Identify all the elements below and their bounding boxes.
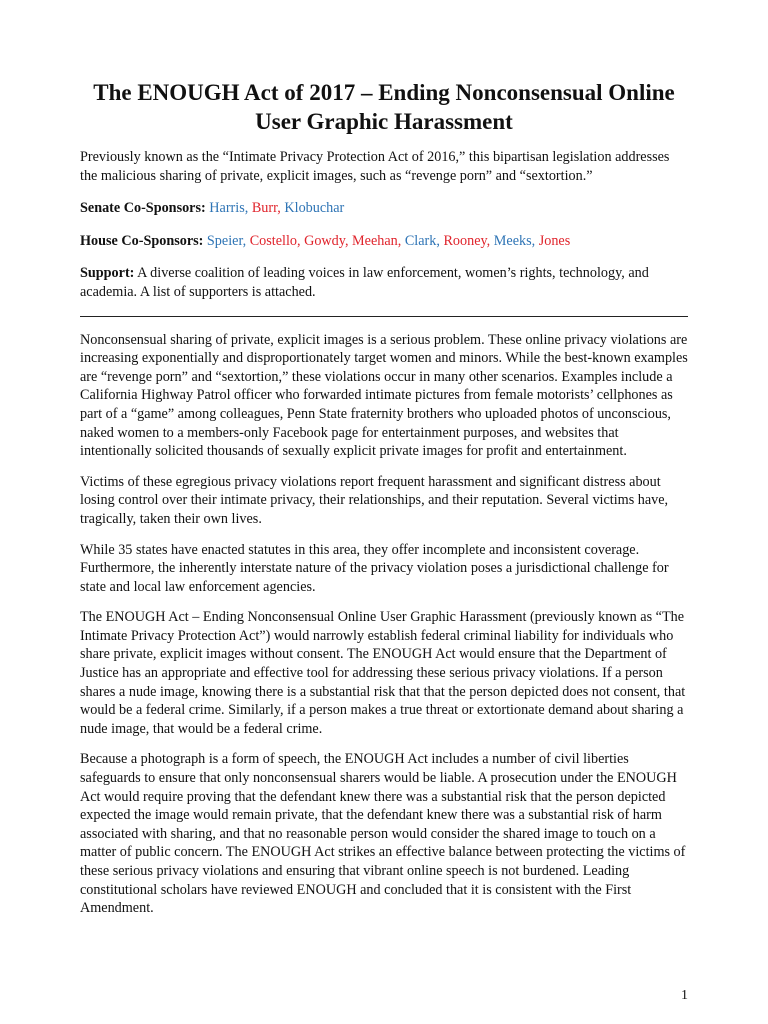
cosponsor-name: Burr, (251, 200, 281, 217)
body-paragraph: Victims of these egregious privacy violations report frequent harassment and significant distress about losing control over their intimate privacy, their relationships, and their reputation. Several victims have, tragically, taken their own lives. (80, 473, 669, 527)
senate-cosponsors-label: Senate Co-Sponsors: (80, 200, 206, 217)
cosponsor-name: Jones (538, 232, 571, 249)
support-text: A diverse coalition of leading voices in law enforcement, women’s rights, technology, and academia. A list of supporters is attached. (80, 265, 649, 300)
cosponsor-name: Meeks, (493, 232, 536, 249)
cosponsor-name: Gowdy, (304, 232, 349, 249)
senate-names (209, 200, 344, 216)
body-paragraph: Because a photograph is a form of speech, the ENOUGH Act includes a number of civil liberties safeguards to ensure that only nonconsensual sharers would be liable. A prosecution under the ENOUGH Act would require proving that the defendant knew there was a substantial risk that the person depicted expected the image would remain private, that the defendant knew there was a substantial risk of harm associated with sharing, and that no reasonable person would consider the shared image to touch on a matter of public concern. The ENOUGH Act strikes an effective balance between protecting the victims of these serious privacy violations and ensuring that vibrant online speech is not burdened. Leading constitutional scholars have reviewed ENOUGH and concluded that it is consistent with the First Amendment. (80, 751, 686, 917)
cosponsor-name: Harris, (209, 200, 249, 217)
section-divider (80, 316, 688, 317)
house-cosponsors-label: House Co-Sponsors: (80, 232, 204, 249)
house-cosponsors (80, 232, 688, 251)
cosponsor-name: Speier, (206, 232, 247, 249)
cosponsor-name: Clark, (404, 232, 440, 249)
body-paragraph: Nonconsensual sharing of private, explicit images is a serious problem. These online privacy violations are increasing exponentially and disproportionately target women and minors. While the best-known examples are “revenge porn” and “sextortion,” these violations occur in many other scenarios. Examples include a California Highway Patrol officer who forwarded intimate pictures from female motorists’ cellphones as part of a “game” among colleagues, Penn State fraternity brothers who uploaded photos of unconscious, naked women to a members-only Facebook page for entertainment purposes, and websites that intentionally solicited thousands of sexually explicit private images for profit and entertainment. (80, 331, 688, 460)
support-statement (80, 264, 688, 301)
page-number: 1 (681, 988, 688, 1003)
cosponsor-name: Meehan, (352, 232, 402, 249)
intro-paragraph: Previously known as the “Intimate Privacy Protection Act of 2016,” this bipartisan legislation addresses the malicious sharing of private, explicit images, such as “revenge porn” and “sextortion.” (80, 149, 670, 184)
cosponsor-name: Costello, (249, 232, 301, 249)
house-names (207, 233, 570, 249)
senate-cosponsors (80, 199, 688, 218)
support-label: Support: (80, 265, 135, 282)
cosponsor-name: Klobuchar (284, 200, 345, 217)
body-paragraph: The ENOUGH Act – Ending Nonconsensual Online User Graphic Harassment (previously known as “The Intimate Privacy Protection Act”) would narrowly establish federal criminal liability for individuals who share private, explicit images without consent. The ENOUGH Act would ensure that the Department of Justice has an appropriate and effective tool for addressing these serious privacy violations. If a person shares a nude image, knowing there is a substantial risk that that the person depicted does not consent, that would be a federal crime. Similarly, if a person makes a true threat or extortionate demand about sharing a nude image, that would be a federal crime. (80, 609, 686, 737)
document-title: The ENOUGH Act of 2017 – Ending Nonconsensual Online User Graphic Harassment (93, 80, 675, 134)
body-paragraph: While 35 states have enacted statutes in this area, they offer incomplete and inconsistent coverage. Furthermore, the inherently interstate nature of the privacy violation poses a jurisdictional challenge for state and local law enforcement agencies. (80, 541, 669, 595)
cosponsor-name: Rooney, (443, 232, 491, 249)
